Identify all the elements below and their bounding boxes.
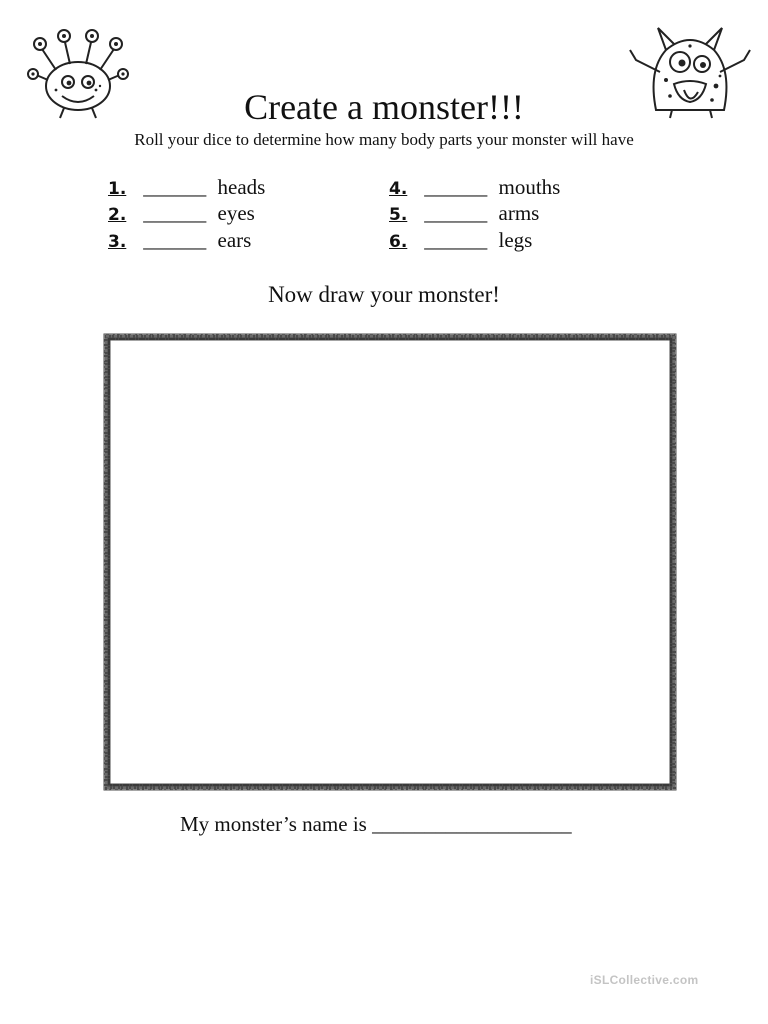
body-part-label: legs (498, 228, 533, 252)
answer-blank[interactable]: ______ (424, 175, 488, 199)
body-part-label: mouths (498, 175, 561, 199)
body-part-label: eyes (217, 201, 255, 225)
body-part-label: arms (498, 201, 540, 225)
list-item (389, 227, 532, 253)
body-part-label: heads (217, 175, 266, 199)
item-number: 4. (389, 179, 408, 199)
name-prompt: My monster’s name is (180, 812, 367, 836)
answer-blank[interactable]: ______ (143, 175, 207, 199)
item-number: 3. (108, 232, 127, 252)
list-item (108, 174, 265, 200)
item-number: 2. (108, 205, 127, 225)
list-item (389, 174, 560, 200)
item-number: 1. (108, 179, 127, 199)
answer-blank[interactable]: ______ (424, 228, 488, 252)
answer-blank[interactable]: ______ (424, 201, 488, 225)
list-item (108, 200, 255, 226)
monster-name-line (180, 811, 572, 837)
list-item (108, 227, 251, 253)
instructions: Roll your dice to determine how many body parts your monster will have (134, 130, 634, 149)
list-item (389, 200, 539, 226)
item-number: 5. (389, 205, 408, 225)
drawing-instruction: Now draw your monster! (268, 282, 500, 307)
answer-blank[interactable]: ______ (143, 228, 207, 252)
answer-blank[interactable]: ______ (143, 201, 207, 225)
drawing-area[interactable] (102, 332, 678, 792)
name-blank[interactable]: ___________________ (372, 812, 572, 836)
item-number: 6. (389, 232, 408, 252)
body-part-label: ears (217, 228, 252, 252)
watermark: iSLCollective.com (590, 973, 699, 987)
page-title: Create a monster!!! (244, 87, 524, 127)
